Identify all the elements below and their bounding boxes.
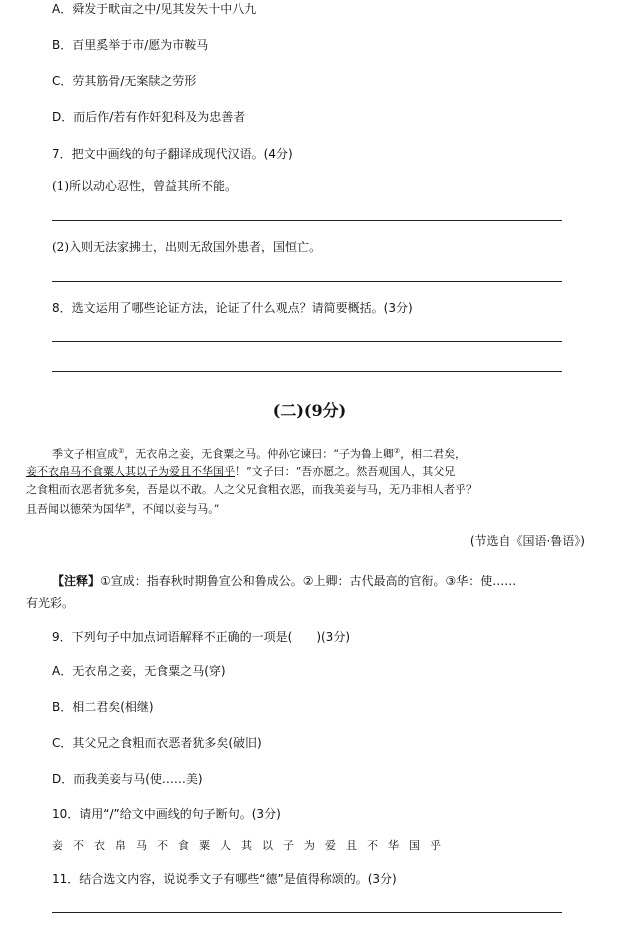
footnote-marker-1: ①	[118, 447, 125, 455]
passage-line-1c: ，相二君矣，	[400, 447, 467, 461]
q6-option-b: B．百里奚举于市/愿为市鞍马	[52, 38, 209, 52]
q9-stem: 9．下列句子中加点词语解释不正确的一项是( )(3分)	[52, 630, 350, 644]
q6-option-a: A．舜发于畎亩之中/见其发矢十中八九	[52, 2, 257, 16]
q6-option-d: D．而后作/若有作奸犯科及为忠善者	[52, 110, 246, 124]
q11-stem: 11．结合选文内容，说说季文子有哪些“德”是值得称颂的。(3分)	[52, 872, 397, 886]
q7-sentence-2: (2)入则无法家拂士，出则无敌国外患者，国恒亡。	[52, 240, 321, 254]
passage-line-4a: 且吾闻以德荣为国华	[26, 502, 125, 516]
classical-passage	[26, 443, 592, 518]
q9-option-c: C．其父兄之食粗而衣恶者犹多矣(破旧)	[52, 736, 262, 750]
passage-line-4b: ，不闻以妾与马。”	[131, 502, 220, 516]
q7-answer-line-1[interactable]	[52, 220, 562, 221]
passage-line-1b: ，无衣帛之妾，无食粟之马。仲孙它谏曰：“子为鲁上卿	[124, 447, 394, 461]
q6-option-c: C．劳其筋骨/无案牍之劳形	[52, 74, 197, 88]
footnote-marker-2: ②	[393, 447, 401, 455]
q11-answer-line[interactable]	[52, 912, 562, 913]
q7-answer-line-2[interactable]	[52, 281, 562, 282]
passage-line-1a: 季文子相宣成	[52, 447, 118, 461]
q8-answer-line-2[interactable]	[52, 371, 562, 372]
passage-line-3: 之食粗而衣恶者犹多矣，吾是以不敢。人之父兄食粗衣恶，而我美妾与马，无乃非相人者乎？	[26, 482, 477, 496]
annotation	[26, 570, 592, 614]
q8-stem: 8．选文运用了哪些论证方法，论证了什么观点？请简要概括。(3分)	[52, 301, 413, 315]
passage-source: (节选自《国语·鲁语》)	[469, 534, 585, 548]
q10-stem: 10．请用“/”给文中画线的句子断句。(3分)	[52, 807, 281, 821]
q9-option-a: A．无衣帛之妾，无食粟之马(穿)	[52, 664, 226, 678]
q8-answer-line-1[interactable]	[52, 341, 562, 342]
underlined-sentence: 妾不衣帛马不食粟人其以子为爱且不华国乎	[26, 465, 235, 479]
q7-sentence-1: (1)所以动心忍性，曾益其所不能。	[52, 179, 237, 193]
q10-sentence: 妾不衣帛马不食粟人其以子为爱且不华国乎	[52, 839, 451, 852]
passage-line-2b: ！”文子曰：“吾亦愿之。然吾观国人，其父兄	[235, 465, 456, 479]
annotation-text: ①宣成：指春秋时期鲁宣公和鲁成公。②上卿：古代最高的官衔。③华：使……	[100, 574, 517, 588]
footnote-marker-3: ③	[125, 502, 132, 511]
q9-option-d: D．而我美妾与马(使……美)	[52, 772, 203, 786]
section-title: (二)(9分)	[272, 401, 347, 420]
q7-stem: 7．把文中画线的句子翻译成现代汉语。(4分)	[52, 147, 293, 161]
annotation-tag: 【注释】	[52, 574, 101, 588]
annotation-text-cont: 有光彩。	[26, 596, 75, 610]
q9-option-b: B．相二君矣(相继)	[52, 700, 154, 714]
